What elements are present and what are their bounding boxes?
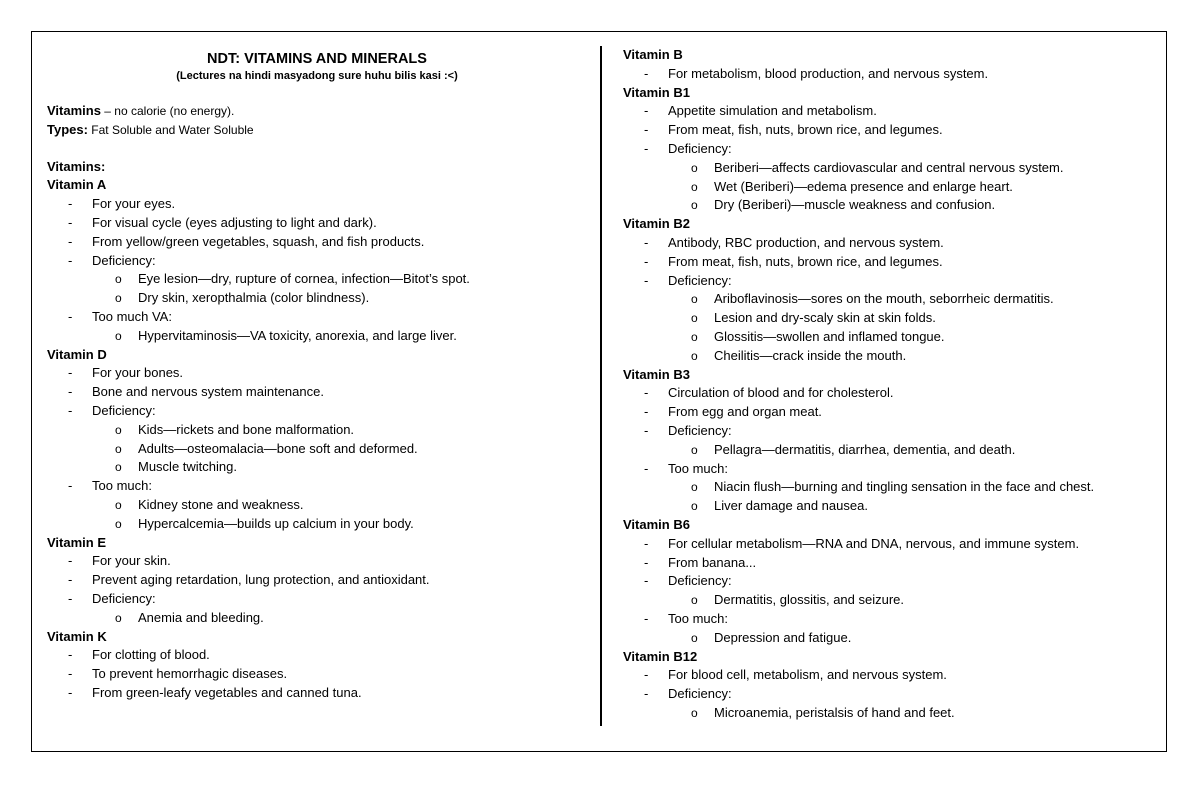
sub-list-item: o Hypercalcemia—builds up calcium in your body. (115, 515, 414, 531)
section-heading-vitamin-b6: Vitamin B6 (623, 516, 690, 532)
section-heading-vitamin-b12: Vitamin B12 (623, 648, 698, 664)
list-item: - From meat, fish, nuts, brown rice, and legumes. (644, 122, 943, 138)
sub-list-item: o Liver damage and nausea. (691, 498, 868, 514)
list-item: - Appetite simulation and metabolism. (644, 103, 877, 119)
vitamins-text: – no calorie (no energy). (100, 104, 235, 118)
sub-list-item: o Muscle twitching. (115, 459, 237, 475)
list-item: - Deficiency: (68, 402, 156, 418)
sub-list-item: o Wet (Beriberi)—edema presence and enlarge heart. (691, 178, 1013, 194)
section-heading-vitamin-d: Vitamin D (47, 346, 107, 362)
section-heading-vitamin-b: Vitamin B (623, 47, 683, 62)
sub-list-item: o Dry skin, xeropthalmia (color blindness). (115, 290, 370, 306)
sub-list-item: o Ariboflavinosis—sores on the mouth, seborrheic dermatitis. (691, 291, 1054, 307)
list-item: - Antibody, RBC production, and nervous system. (644, 234, 944, 250)
list-item: - Deficiency: (644, 686, 732, 702)
list-item: - Deficiency: (644, 422, 732, 438)
vitamins-definition (47, 102, 587, 121)
column-divider (600, 46, 602, 726)
spacer (47, 84, 587, 102)
spacer (47, 140, 587, 158)
types-text: Fat Soluble and Water Soluble (87, 122, 254, 137)
section-heading-vitamin-b2: Vitamin B2 (623, 216, 690, 232)
list-item: - Deficiency: (644, 140, 732, 156)
list-item: - For visual cycle (eyes adjusting to light and dark). (68, 214, 377, 230)
list-item: - Too much: (644, 610, 728, 626)
sub-list-item: o Dermatitis, glossitis, and seizure. (691, 592, 905, 608)
sub-list-item: o Depression and fatigue. (691, 629, 852, 645)
section-heading-vitamin-b1: Vitamin B1 (623, 84, 690, 100)
sub-list-item: o Microanemia, peristalsis of hand and feet. (691, 704, 955, 720)
list-item: - For blood cell, metabolism, and nervous system. (644, 667, 947, 683)
list-item: - Prevent aging retardation, lung protection, and antioxidant. (68, 572, 430, 588)
list-item: - Too much: (68, 478, 152, 494)
list-item: - From yellow/green vegetables, squash, and fish products. (68, 233, 425, 249)
sub-list-item: o Beriberi—affects cardiovascular and central nervous system. (691, 159, 1064, 175)
sub-list-item: o Anemia and bleeding. (115, 609, 264, 625)
list-item: - From meat, fish, nuts, brown rice, and legumes. (644, 253, 943, 269)
section-heading-vitamin-b3: Vitamin B3 (623, 366, 690, 382)
document-title: NDT: VITAMINS AND MINERALS (207, 51, 427, 67)
sub-list-item: o Glossitis—swollen and inflamed tongue. (691, 328, 945, 344)
list-item: - From egg and organ meat. (644, 404, 822, 420)
list-item: - From green-leafy vegetables and canned tuna. (68, 684, 362, 700)
list-item: - For cellular metabolism—RNA and DNA, nervous, and immune system. (644, 535, 1080, 551)
sub-list-item: o Cheilitis—crack inside the mouth. (691, 347, 907, 363)
section-heading-vitamin-a: Vitamin A (47, 177, 107, 193)
sub-list-item: o Kidney stone and weakness. (115, 496, 304, 512)
sub-list-item: o Adults—osteomalacia—bone soft and deformed. (115, 440, 418, 456)
section-heading-vitamin-k: Vitamin K (47, 628, 107, 644)
list-item: - For metabolism, blood production, and nervous system. (644, 65, 989, 81)
sub-list-item: o Lesion and dry-scaly skin at skin folds. (691, 310, 936, 326)
right-column (623, 46, 1163, 723)
section-heading-vitamin-e: Vitamin E (47, 534, 107, 550)
list-item: - Too much VA: (68, 308, 172, 324)
sub-list-item: o Hypervitaminosis—VA toxicity, anorexia, and large liver. (115, 327, 457, 343)
left-column (47, 46, 587, 703)
document-subtitle: (Lectures na hindi masyadong sure huhu bilis kasi :<) (176, 70, 458, 82)
list-item: - Too much: (644, 460, 728, 476)
vitamins-heading: Vitamins: (47, 158, 106, 174)
list-item: - For your eyes. (68, 196, 176, 212)
list-item: - Circulation of blood and for cholesterol. (644, 385, 894, 401)
list-item: - Deficiency: (644, 573, 732, 589)
list-item: - Deficiency: (644, 272, 732, 288)
list-item: - For clotting of blood. (68, 647, 210, 663)
list-item: - Deficiency: (68, 252, 156, 268)
list-item: - Bone and nervous system maintenance. (68, 384, 324, 400)
types-label: Types: (47, 121, 88, 137)
list-item: - To prevent hemorrhagic diseases. (68, 666, 288, 682)
list-item: - For your skin. (68, 553, 171, 569)
sub-list-item: o Niacin flush—burning and tingling sensation in the face and chest. (691, 479, 1095, 495)
list-item: - From banana... (644, 554, 757, 570)
list-item: - For your bones. (68, 365, 184, 381)
list-item: - Deficiency: (68, 590, 156, 606)
sub-list-item: o Pellagra—dermatitis, diarrhea, dementia, and death. (691, 441, 1016, 457)
sub-list-item: o Dry (Beriberi)—muscle weakness and confusion. (691, 197, 996, 213)
vitamins-label: Vitamins (47, 103, 101, 118)
sub-list-item: o Kids—rickets and bone malformation. (115, 421, 355, 437)
types-definition (47, 121, 587, 140)
sub-list-item: o Eye lesion—dry, rupture of cornea, infection—Bitot’s spot. (115, 271, 470, 287)
